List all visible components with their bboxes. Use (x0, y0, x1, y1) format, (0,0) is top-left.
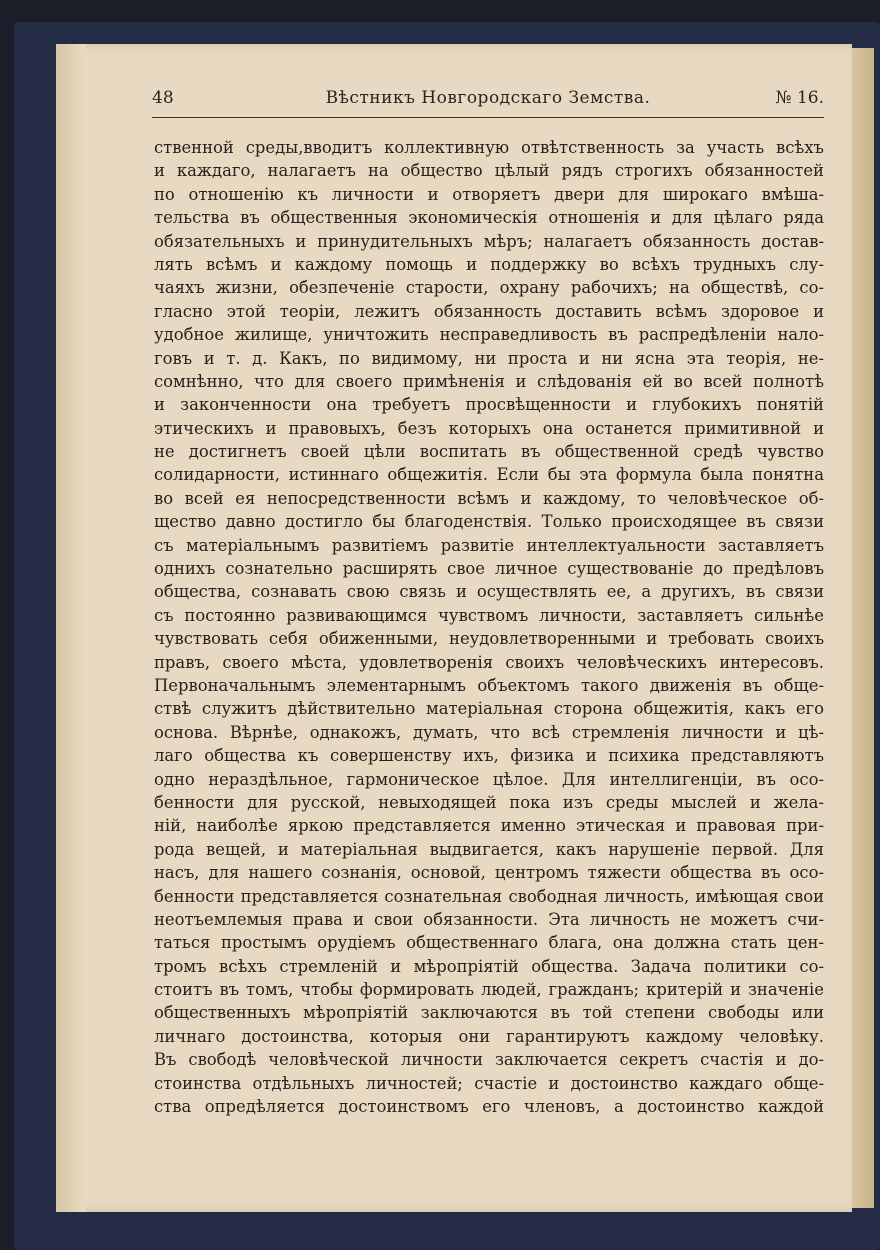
text-line: общества, сознавать свою связь и осуществлять ее, а другихъ, въ связи (154, 582, 824, 602)
page-gutter-shadow (56, 44, 86, 1212)
text-line: съ матеріальнымъ развитіемъ развитіе интеллектуальности заставляетъ (154, 535, 824, 555)
text-line: чувствовать себя обиженными, неудовлетворенными и требовать своихъ (154, 629, 824, 649)
text-line: однихъ сознательно расширять свое личное существованіе до предѣловъ (154, 559, 824, 579)
text-line: ства опредѣляется достоинствомъ его членовъ, а достоинство каждой (154, 1097, 824, 1117)
text-line: бенности для русской, невыходящей пока изъ среды мыслей и жела- (154, 792, 824, 812)
page-header (152, 88, 824, 116)
text-line: гласно этой теоріи, лежитъ обязанность доставить всѣмъ здоровое и (154, 301, 824, 321)
text-line: удобное жилище, уничтожить несправедливость въ распредѣленіи нало- (154, 325, 824, 345)
text-line: рода вещей, и матеріальная выдвигается, какъ нарушеніе первой. Для (154, 839, 824, 859)
text-line: не достигнетъ своей цѣли воспитать въ общественной средѣ чувство (154, 442, 824, 462)
text-line: сомнѣнно, что для своего примѣненія и слѣдованія ей во всей полнотѣ (154, 371, 824, 391)
text-line: ствѣ служитъ дѣйствительно матеріальная сторона общежитія, какъ его (154, 699, 824, 719)
text-line: правъ, своего мѣста, удовлетворенія своихъ человѣческихъ интересовъ. (154, 652, 824, 672)
text-line: солидарности, истиннаго общежитія. Если бы эта формула была понятна (154, 465, 824, 485)
text-line: ственной среды,вводитъ коллективную отвѣтственность за участь всѣхъ (154, 138, 824, 157)
text-line: лаго общества къ совершенству ихъ, физика и психика представляютъ (154, 746, 824, 766)
text-line: тромъ всѣхъ стремленій и мѣропріятій общества. Задача политики со- (154, 956, 824, 976)
text-line: этическихъ и правовыхъ, безъ которыхъ она останется примитивной и (154, 418, 824, 438)
text-line: стоитъ въ томъ, чтобы формировать людей, гражданъ; критерій и значеніе (154, 980, 824, 1000)
text-line: съ постоянно развивающимся чувствомъ личности, заставляетъ сильнѣе (154, 605, 824, 625)
text-line: и законченности она требуетъ просвѣщенности и глубокихъ понятій (154, 395, 824, 415)
text-line: личнаго достоинства, которыя они гарантируютъ каждому человѣку. (154, 1026, 824, 1046)
text-line: бенности представляется сознательная свободная личность, имѣющая свои (154, 886, 824, 906)
text-line: неотъемлемыя права и свои обязанности. Эта личность не можетъ счи- (154, 909, 824, 929)
issue-number: № 16. (775, 88, 824, 108)
text-line: ній, наиболѣе яркою представляется именно этическая и правовая при- (154, 816, 824, 836)
text-line: щество давно достигло бы благоденствія. Только происходящее въ связи (154, 512, 824, 532)
text-line: таться простымъ орудіемъ общественнаго блага, она должна стать цен- (154, 933, 824, 953)
text-line: и каждаго, налагаетъ на общество цѣлый рядъ строгихъ обязанностей (154, 161, 824, 181)
text-line: тельства въ общественныя экономическія отношенія и для цѣлаго ряда (154, 208, 824, 228)
text-line: лять всѣмъ и каждому помощь и поддержку во всѣхъ трудныхъ слу- (154, 254, 824, 274)
text-line: говъ и т. д. Какъ, по видимому, ни проста и ни ясна эта теорія, не- (154, 348, 824, 368)
text-line: основа. Вѣрнѣе, однакожъ, думать, что всѣ стремленія личности и цѣ- (154, 722, 824, 742)
text-line: Въ свободѣ человѣческой личности заключается секретъ счастія и до- (154, 1050, 824, 1070)
text-line: обязательныхъ и принудительныхъ мѣръ; налагаетъ обязанность достав- (154, 231, 824, 251)
running-head-title: Вѣстникъ Новгородскаго Земства. (325, 88, 651, 108)
text-line: стоинства отдѣльныхъ личностей; счастіе и достоинство каждаго обще- (154, 1073, 824, 1093)
header-rule (152, 117, 824, 118)
text-line: во всей ея непосредственности всѣмъ и каждому, то человѣческое об- (154, 488, 824, 508)
text-line: по отношенію къ личности и отворяетъ двери для широкаго вмѣша- (154, 184, 824, 204)
text-line: общественныхъ мѣропріятій заключаются въ той степени свободы или (154, 1003, 824, 1023)
text-line: насъ, для нашего сознанія, основой, центромъ тяжести общества въ осо- (154, 863, 824, 883)
next-page-edge (852, 48, 874, 1208)
page-number: 48 (152, 88, 174, 108)
text-line: чаяхъ жизни, обезпеченіе старости, охрану рабочихъ; на обществѣ, со- (154, 278, 824, 298)
text-line: одно нераздѣльное, гармоническое цѣлое. Для интеллигенціи, въ осо- (154, 769, 824, 789)
body-text (154, 136, 824, 1118)
text-line: Первоначальнымъ элементарнымъ объектомъ такого движенія въ обще- (154, 675, 824, 695)
